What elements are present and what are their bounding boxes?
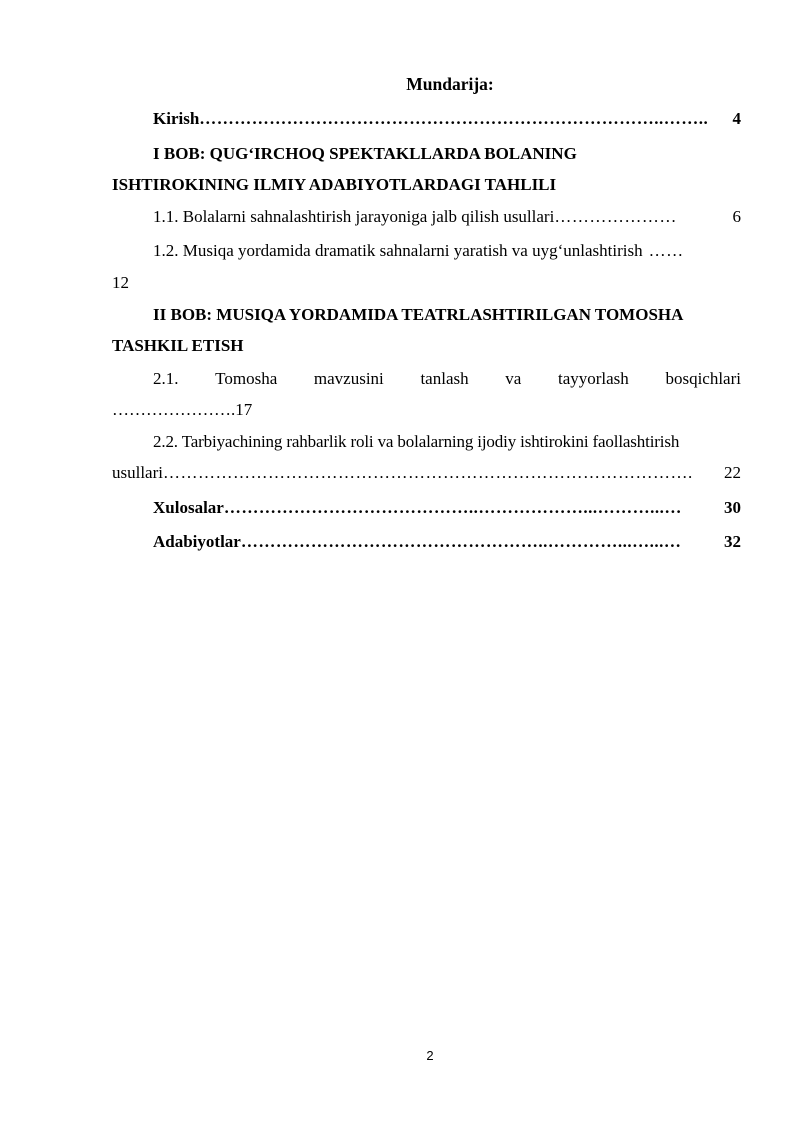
toc-leader-dots: …………………. xyxy=(112,400,236,419)
toc-chapter-1-line-1[interactable]: I BOB: QUG‘IRCHOQ SPEKTAKLLARDA BOLANING xyxy=(153,144,577,163)
toc-entry-page: 22 xyxy=(724,463,741,482)
toc-word: bosqichlari xyxy=(665,369,741,388)
toc-entry-adabiyotlar[interactable] xyxy=(153,531,741,553)
toc-word: va xyxy=(505,369,522,388)
toc-entry-page: 32 xyxy=(724,532,741,551)
toc-leader-dots: ……………………………………………………………………..…….. xyxy=(199,109,709,128)
toc-title: Mundarija: xyxy=(406,74,494,94)
toc-entry-label: Xulosalar xyxy=(153,498,224,517)
toc-leader-dots: ………………………………………………………………………………. xyxy=(163,463,693,482)
toc-entry-2-2-line-1[interactable]: 2.2. Tarbiyachining rahbarlik roli va bolalarning ijodiy ishtirokini faollashtirish xyxy=(153,432,680,451)
toc-leader-dots: ……………………………………………..…………...…...… xyxy=(240,532,682,551)
toc-entry-label: usullari xyxy=(112,463,163,482)
toc-entry-label: 1.2. Musiqa yordamida dramatik sahnalarni yaratish va uyg‘unlashtirish xyxy=(153,241,643,260)
toc-word: 2.1. xyxy=(153,369,179,388)
toc-entry-page: 17 xyxy=(235,400,253,419)
toc-leader-dots: ……………………………………..………………...………...… xyxy=(223,498,682,517)
toc-entry-page: 30 xyxy=(724,498,741,517)
toc-word: tanlash xyxy=(420,369,469,388)
toc-leader-dots: ………………… xyxy=(554,207,677,226)
toc-entry-1-2-page: 12 xyxy=(112,273,129,292)
toc-chapter-2-line-2[interactable]: TASHKIL ETISH xyxy=(112,336,244,355)
toc-entry-2-1[interactable] xyxy=(153,368,741,390)
toc-chapter-2-line-1[interactable]: II BOB: MUSIQA YORDAMIDA TEATRLASHTIRILGAN TOMOSHA xyxy=(153,305,684,324)
toc-leader-dots: …… xyxy=(648,241,684,260)
toc-word: mavzusini xyxy=(313,369,384,388)
toc-entry-page: 4 xyxy=(732,109,741,128)
page-number: 2 xyxy=(426,1048,434,1063)
toc-entry-label: 1.1. Bolalarni sahnalashtirish jarayoniga jalb qilish usullari xyxy=(153,207,555,226)
toc-entry-1-2[interactable] xyxy=(153,240,741,262)
toc-chapter-1-line-2[interactable]: ISHTIROKINING ILMIY ADABIYOTLARDAGI TAHLILI xyxy=(112,175,557,194)
toc-entry-label: Kirish xyxy=(153,109,200,128)
toc-entry-1-1[interactable] xyxy=(153,206,741,228)
toc-word: tayyorlash xyxy=(557,369,629,388)
toc-entry-2-2-line-2[interactable] xyxy=(112,462,741,484)
toc-entry-2-1-continuation xyxy=(112,399,252,421)
toc-entry-page: 6 xyxy=(732,207,741,226)
toc-entry-kirish[interactable] xyxy=(153,108,741,130)
toc-entry-label: Adabiyotlar xyxy=(153,532,241,551)
toc-word: Tomosha xyxy=(215,369,278,388)
toc-entry-xulosalar[interactable] xyxy=(153,497,741,519)
